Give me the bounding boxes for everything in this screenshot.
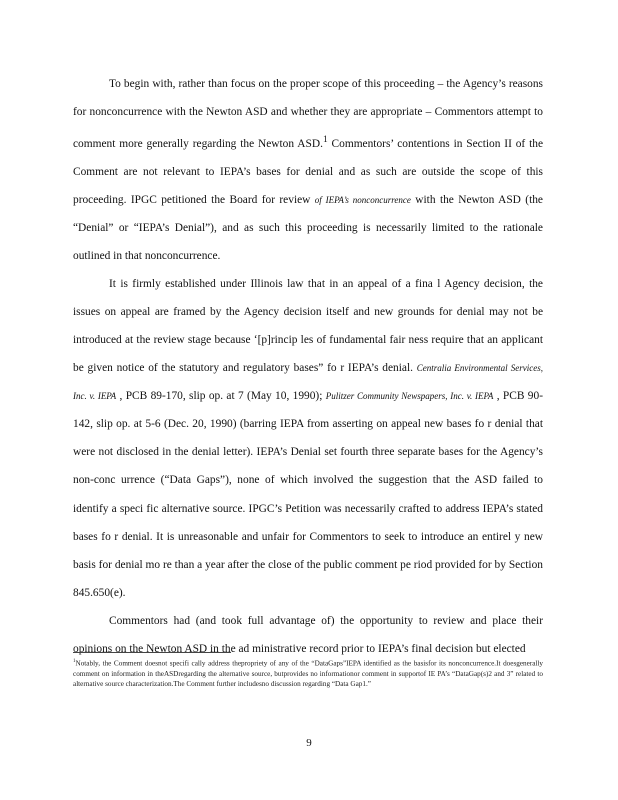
paragraph-1 [73,70,543,270]
footnote [73,657,543,690]
paragraph-2 [73,270,543,607]
footnote-separator [73,652,231,653]
footnote-text: Notably, the Comment doesnot specifi cally address thepropriety of any of the “DataGaps”IEPA identified as the basisfor its nonconcurrence.It doesgenerally comment on information in theASDregarding the alternative source, butprovides no informationor comment in supportof IE PA’s “DataGap(s)2 and 3” related to alternative source characterization.The Comment further includesno discussion regarding “Data Gap1.” [73,659,543,689]
text-run: , PCB 90-142, slip op. at 5-6 (Dec. 20, 1990) (barring IEPA from asserting on appeal new bases fo r denial that were not disclosed in the denial letter). IEPA’s Denial set fourth three separate bases for the Agency’s non-conc urrence (“Data Gaps”), none of which involved the suggestion that the ASD failed to identify a speci fic alternative source. IPGC’s Petition was necessarily crafted to address IEPA’s stated bases fo r denial. It is unreasonable and unfair for Commentors to seek to introduce an entirel y new basis for denial mo re than a year after the close of the public comment pe riod provided for by Section 845.650(e). [73,390,543,599]
text-run: Commentors had (and took full advantage of) the opportunity to review and place their opinions on the Newton ASD in the ad ministrative record prior to IEPA’s final decision but elected [73,614,543,655]
text-run: Commentors’ contentions in Section II of the Comment are not relevant to IEPA’s bases for denial and as such are outside the scope of this proceeding. IPGC petitioned the Board for review [73,137,544,206]
text-run: , PCB 89-170, slip op. at 7 (May 10, 1990); [116,390,326,403]
italic-text: Pulitzer Community Newspapers, Inc. v. IEPA [325,391,494,402]
text-run: To begin with, rather than focus on the proper scope of this proceeding – the Agency’s reasons for nonconcurrence with the Newton ASD and whether they are appropriate – Commentors attempt to comment more generally regarding the Newton ASD. [73,78,543,150]
text-run: with the Newton ASD (the “Denial” or “IEPA’s Denial”), and as such this proceeding is necessarily limited to the rationale outlined in that nonconcurrence. [73,193,543,263]
footnote-marker: 1 [73,659,76,664]
body-text [73,70,543,663]
paragraph-3 [73,607,543,663]
text-run: It is firmly established under Illinois law that in an appeal of a fina l Agency decision, the issues on appeal are framed by the Agency decision itself and new grounds for denial may not be introduced at the review stage because ‘[p]rincip les of fundamental fair ness require that an applicant be given notice of the statutory and regulatory bases” fo r IEPA’s denial. [73,278,543,375]
italic-text: Centralia Environmental Services, Inc. v. IEPA [73,363,543,402]
italic-text: of IEPA’s nonconcurrence [314,194,411,205]
page-number: 9 [306,737,312,749]
footnote-reference: 1 [322,135,328,146]
